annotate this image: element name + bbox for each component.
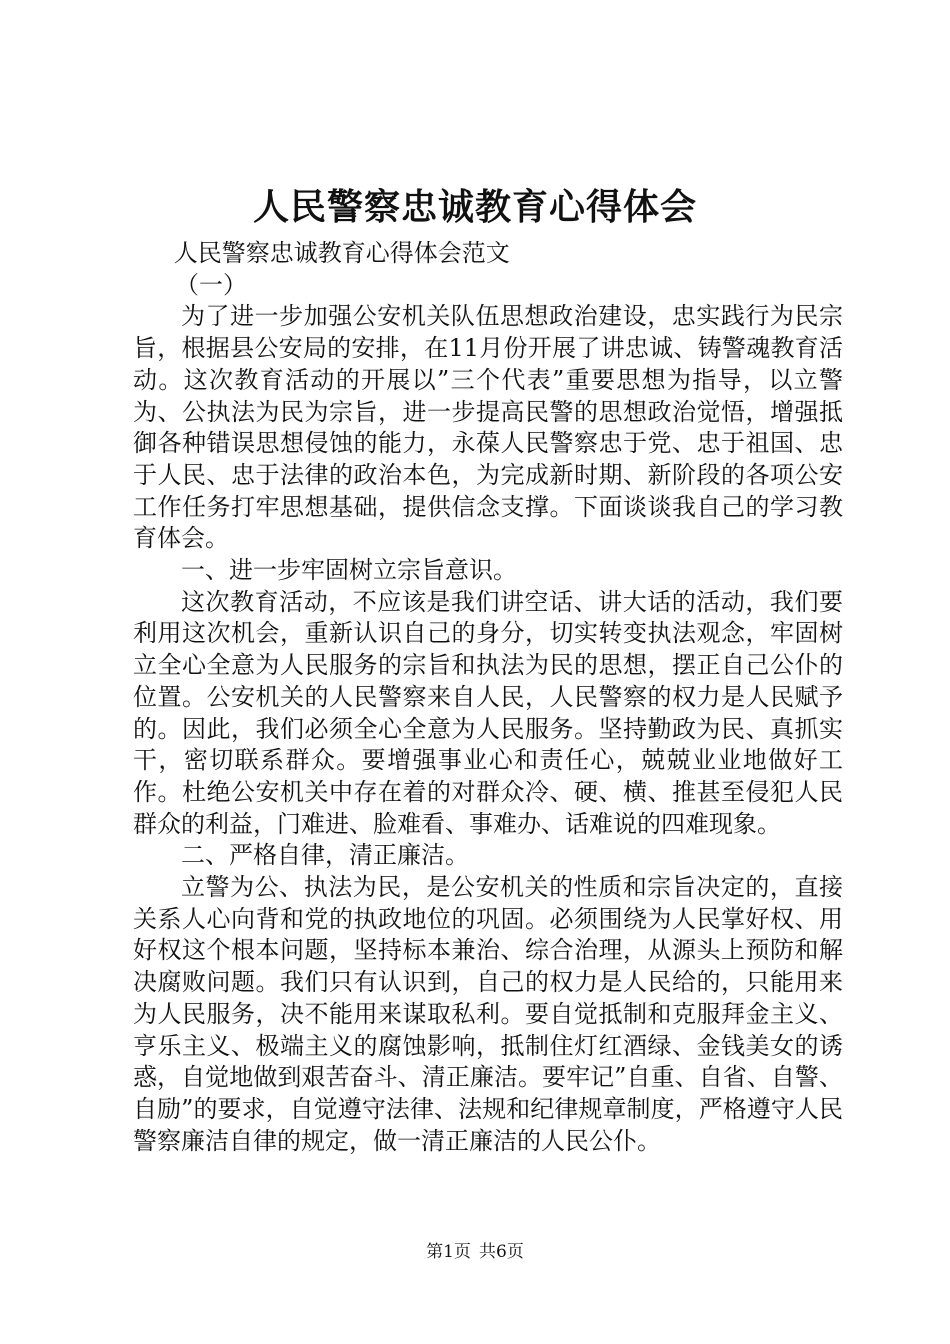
section-heading: 一、进一步牢固树立宗旨意识。 [181,556,517,585]
document-subtitle: 人民警察忠诚教育心得体会范文 [173,239,510,267]
body-paragraph: 这次教育活动，不应该是我们讲空话、讲大话的活动，我们要利用这次机会，重新认识自己的身分，切实转变执法观念，牢固树立全心全意为人民服务的宗旨和执法为民的思想，摆正自己公仆的位置。公安机关的人民警察来自人民，人民警察的权力是人民赋予的。因此，我们必须全心全意为人民服务。坚持勤政为民、真抓实干，密切联系群众。要增强事业心和责任心，兢兢业业地做好工作。杜绝公安机关中存在着的对群众冷、硬、横、推甚至侵犯人民群众的利益，门难进、脸难看、事难办、话难说的四难现象。 [133,587,843,838]
page-footer [0,1241,950,1263]
body-paragraph: 立警为公、执法为民，是公安机关的性质和宗旨决定的，直接关系人心向背和党的执政地位的巩固。必须围绕为人民掌好权、用好权这个根本问题，坚持标本兼治、综合治理，从源头上预防和解决腐败问题。我们只有认识到，自己的权力是人民给的，只能用来为人民服务，决不能用来谋取私利。要自觉抵制和克服拜金主义、亨乐主义、极端主义的腐蚀影响，抵制住灯红酒绿、金钱美女的诱惑，自觉地做到艰苦奋斗、清正廉洁。要牢记”自重、自省、自警、自励”的要求，自觉遵守法律、法规和纪律规章制度，严格遵守人民警察廉洁自律的规定，做一清正廉洁的人民公仆。 [133,873,843,1155]
section-marker: （一） [175,270,247,299]
page-total: 共6页 [479,1242,524,1262]
section-heading: 二、严格自律，清正廉洁。 [181,841,469,870]
body-paragraph: 为了进一步加强公安机关队伍思想政治建设，忠实践行为民宗旨，根据县公安局的安排，在11月份开展了讲忠诚、铸警魂教育活动。这次教育活动的开展以”三个代表”重要思想为指导，以立警为、公执法为民为宗旨，进一步提高民警的思想政治觉悟，增强抵御各种错误思想侵蚀的能力，永葆人民警察忠于党、忠于祖国、忠于人民、忠于法律的政治本色，为完成新时期、新阶段的各项公安工作任务打牢思想基础，提供信念支撑。下面谈谈我自己的学习教育体会。 [133,302,843,553]
page-number: 第1页 [426,1242,471,1262]
document-body [133,238,843,1157]
document-title: 人民警察忠诚教育心得体会 [252,186,697,228]
